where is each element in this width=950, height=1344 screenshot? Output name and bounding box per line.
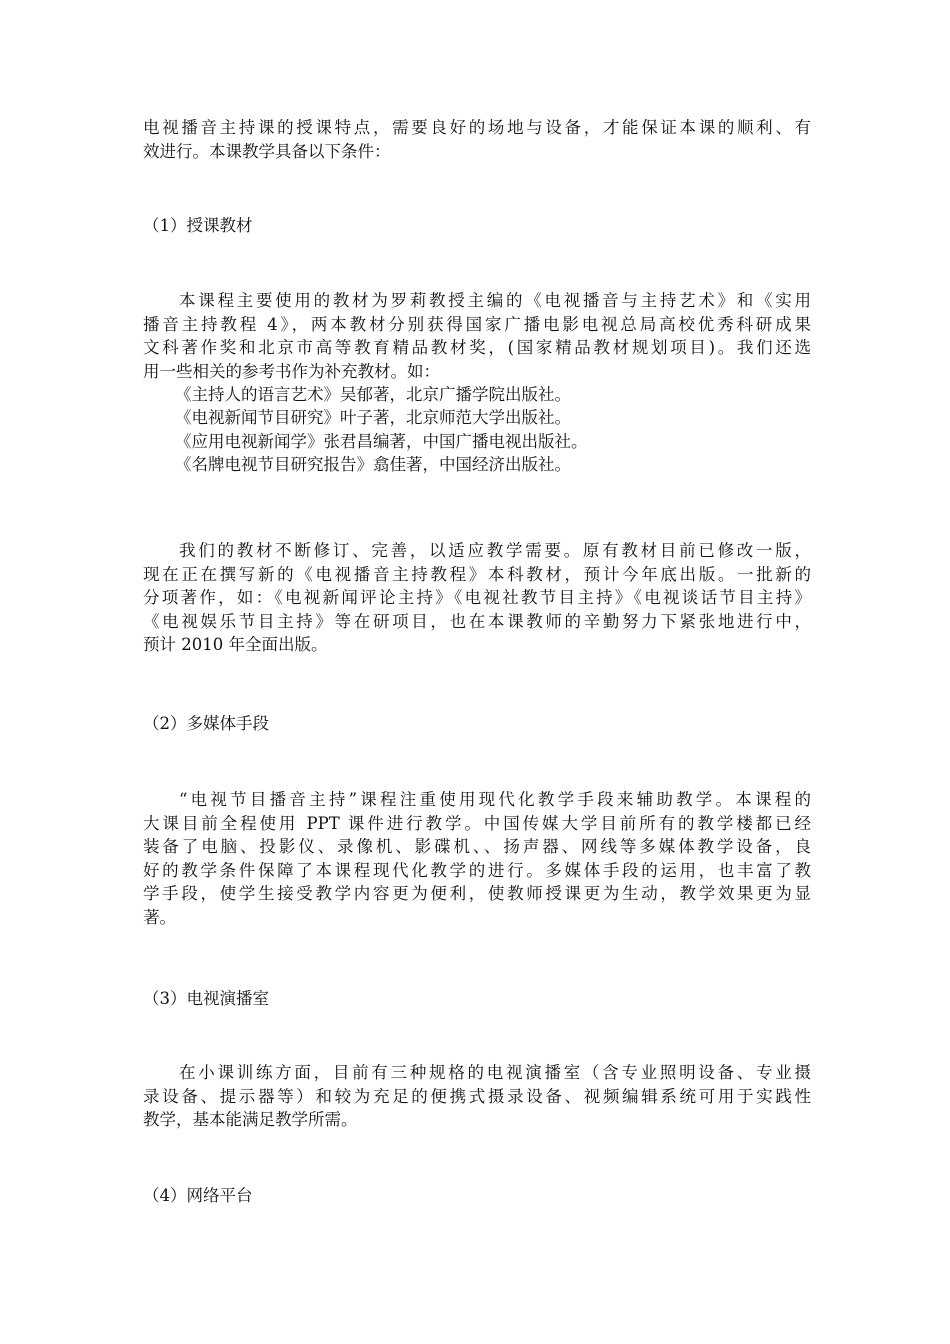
textbooks-paragraph — [143, 289, 811, 383]
intro-paragraph — [143, 116, 811, 163]
text-line: 播音主持教程 4》，两本教材分别获得国家广播电影电视总局高校优秀科研成果 — [143, 314, 811, 334]
text-line: 著。 — [143, 907, 176, 927]
text-line: 在小课训练方面，目前有三种规格的电视演播室（含专业照明设备、专业摄 — [179, 1063, 811, 1082]
text-line: 现在正在撰写新的《电视播音主持教程》本科教材，预计今年底出版。一批新的 — [143, 564, 811, 584]
text-line: 《电视娱乐节目主持》等在研项目，也在本课教师的辛勤努力下紧张地进行中， — [143, 611, 811, 631]
reference-item: 《电视新闻节目研究》叶子著，北京师范大学出版社。 — [175, 408, 571, 427]
tv-studio-paragraph — [143, 1061, 811, 1132]
section-heading-textbooks: （1）授课教材 — [143, 216, 253, 235]
text-line: 学手段，使学生接受教学内容更为便利，使教师授课更为生动，教学效果更为显 — [143, 884, 811, 903]
text-line: 好的教学条件保障了本课程现代化教学的进行。多媒体手段的运用，也丰富了教 — [143, 860, 811, 880]
reference-item: 《主持人的语言艺术》吴郁著，北京广播学院出版社。 — [175, 385, 571, 404]
text-line: 用一些相关的参考书作为补充教材。如： — [143, 361, 440, 381]
text-line: 电视播音主持课的授课特点，需要良好的场地与设备，才能保证本课的顺利、有 — [143, 118, 811, 137]
textbook-revision-paragraph — [143, 539, 811, 657]
reference-item: 《名牌电视节目研究报告》翕佳著，中国经济出版社。 — [175, 455, 571, 474]
text-line: 文科著作奖和北京市高等教育精品教材奖，(国家精品教材规划项目)。我们还选 — [143, 338, 811, 357]
text-line: 预计 2010 年全面出版。 — [143, 635, 328, 654]
section-heading-network-platform: （4）网络平台 — [143, 1186, 253, 1205]
reference-item: 《应用电视新闻学》张君昌编著，中国广播电视出版社。 — [175, 432, 588, 451]
text-line: 效进行。本课教学具备以下条件： — [143, 141, 391, 161]
multimedia-paragraph — [143, 788, 811, 929]
text-line: “电视节目播音主持”课程注重使用现代化教学手段来辅助教学。本课程的 — [179, 790, 811, 809]
text-line: 分项著作，如：《电视新闻评论主持》《电视社教节目主持》《电视谈话节目主持》 — [143, 588, 811, 607]
section-heading-tv-studio: （3）电视演播室 — [143, 989, 269, 1008]
text-line: 教学，基本能满足教学所需。 — [143, 1110, 358, 1129]
text-line: 本课程主要使用的教材为罗莉教授主编的《电视播音与主持艺术》和《实用 — [179, 291, 811, 310]
text-line: 我们的教材不断修订、完善，以适应教学需要。原有教材目前已修改一版， — [179, 541, 811, 560]
section-heading-multimedia: （2）多媒体手段 — [143, 714, 269, 733]
text-line: 装备了电脑、投影仪、录像机、影碟机、、扬声器、网线等多媒体教学设备，良 — [143, 837, 811, 856]
text-line: 大课目前全程使用 PPT 课件进行教学。中国传媒大学目前所有的教学楼都已经 — [143, 813, 811, 833]
text-line: 录设备、提示器等）和较为充足的便携式摄录设备、视频编辑系统可用于实践性 — [143, 1086, 811, 1106]
